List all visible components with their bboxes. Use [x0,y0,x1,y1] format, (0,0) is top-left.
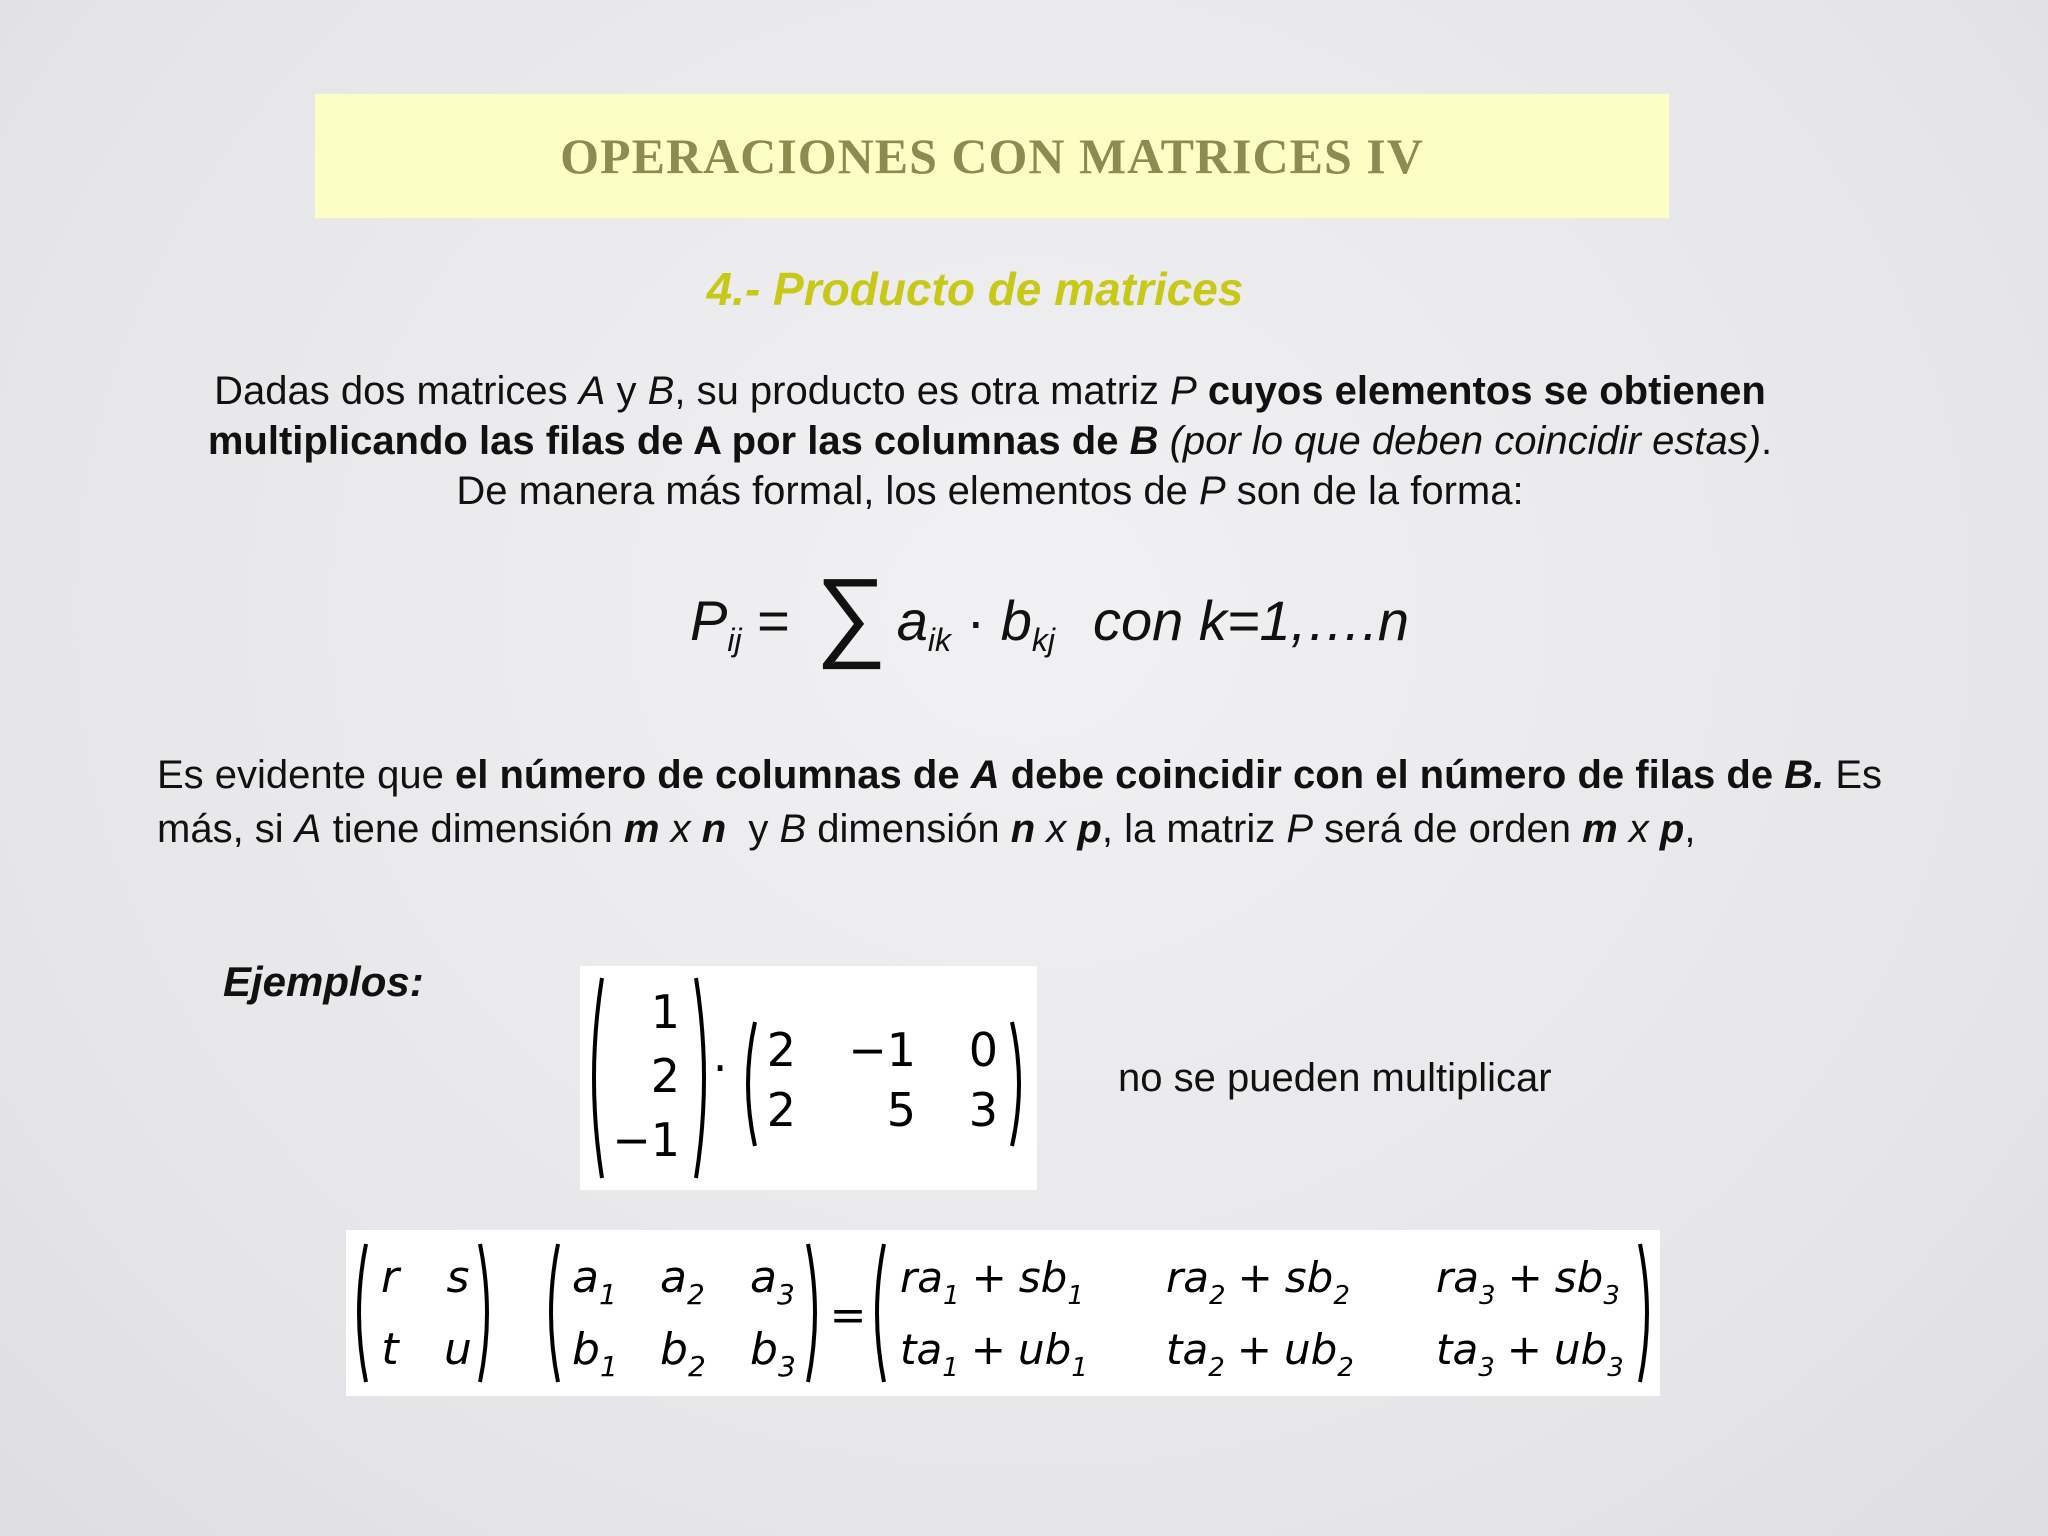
example1-image [580,966,1037,1190]
bracket-right [1640,1244,1647,1382]
section-heading: 4.- Producto de matrices [706,263,1244,315]
title-banner [315,94,1669,218]
matrix-entry: $a_2$ [660,1252,705,1311]
bracket-left [594,978,602,1178]
dimension-paragraph: Es evidente que el número de columnas de A debe coincidir con el número de filas de B. Es más, si A tiene dimensión m x n y B dimensión n x p, la matriz P será de orden m x p, [157,753,1883,851]
matrix-entry: $b_1$ [572,1324,618,1383]
dot-operator: · [712,1041,728,1095]
result-entry: $ra_1 + sb_1$ [900,1253,1084,1311]
bracket-right [808,1244,815,1382]
matrix-entry: s [446,1252,470,1303]
examples-label: Ejemplos: [223,958,424,1005]
result-entry: $ra_2 + sb_2$ [1166,1253,1350,1311]
equals-sign: = [829,1290,867,1341]
matrix-entry: 1 [650,985,680,1039]
matrix-entry: 3 [968,1083,998,1137]
matrix-entry: u [444,1324,472,1375]
matrix-entry: $a_1$ [572,1252,617,1311]
result-entry: $ta_3 + ub_3$ [1436,1325,1624,1383]
bracket-left [748,1022,755,1146]
product-formula: P ij = ∑ a ik · b kj con k=1,….n [690,557,1409,670]
bracket-right [696,978,704,1178]
matrix-entry: r [380,1252,400,1303]
matrix-entry: $a_3$ [750,1252,795,1311]
matrix-entry: 0 [968,1023,998,1077]
matrix-entry: t [381,1324,399,1375]
result-entry: $ra_3 + sb_3$ [1436,1253,1620,1311]
matrix-entry: 2 [766,1083,796,1137]
cannot-multiply-note: no se pueden multiplicar [1118,1056,1552,1100]
matrix-entry: 2 [766,1023,796,1077]
matrix-entry: $b_3$ [750,1324,796,1383]
example2-image [346,1230,1660,1396]
result-entry: $ta_2 + ub_2$ [1166,1325,1354,1383]
definition-paragraph: Dadas dos matrices A y B, su producto es otra matriz P cuyos elementos se obtienen multiplicando las filas de A por las columnas de B (por lo que deben coincidir estas). De manera más formal, los elementos de P son de la forma: [207,369,1773,513]
matrix-entry: −1 [848,1023,916,1077]
matrix-entry: 2 [650,1049,680,1103]
bracket-right [480,1244,487,1382]
result-entry: $ta_1 + ub_1$ [900,1325,1088,1383]
bracket-left [877,1244,884,1382]
matrix-entry: 5 [886,1083,916,1137]
bracket-left [551,1244,558,1382]
sigma-symbol: ∑ [815,557,887,670]
matrix-entry: $b_2$ [660,1324,706,1383]
matrix-entry: −1 [612,1113,680,1167]
bracket-left [359,1244,366,1382]
bracket-right [1012,1022,1019,1146]
slide-title: OPERACIONES CON MATRICES IV [560,128,1424,184]
